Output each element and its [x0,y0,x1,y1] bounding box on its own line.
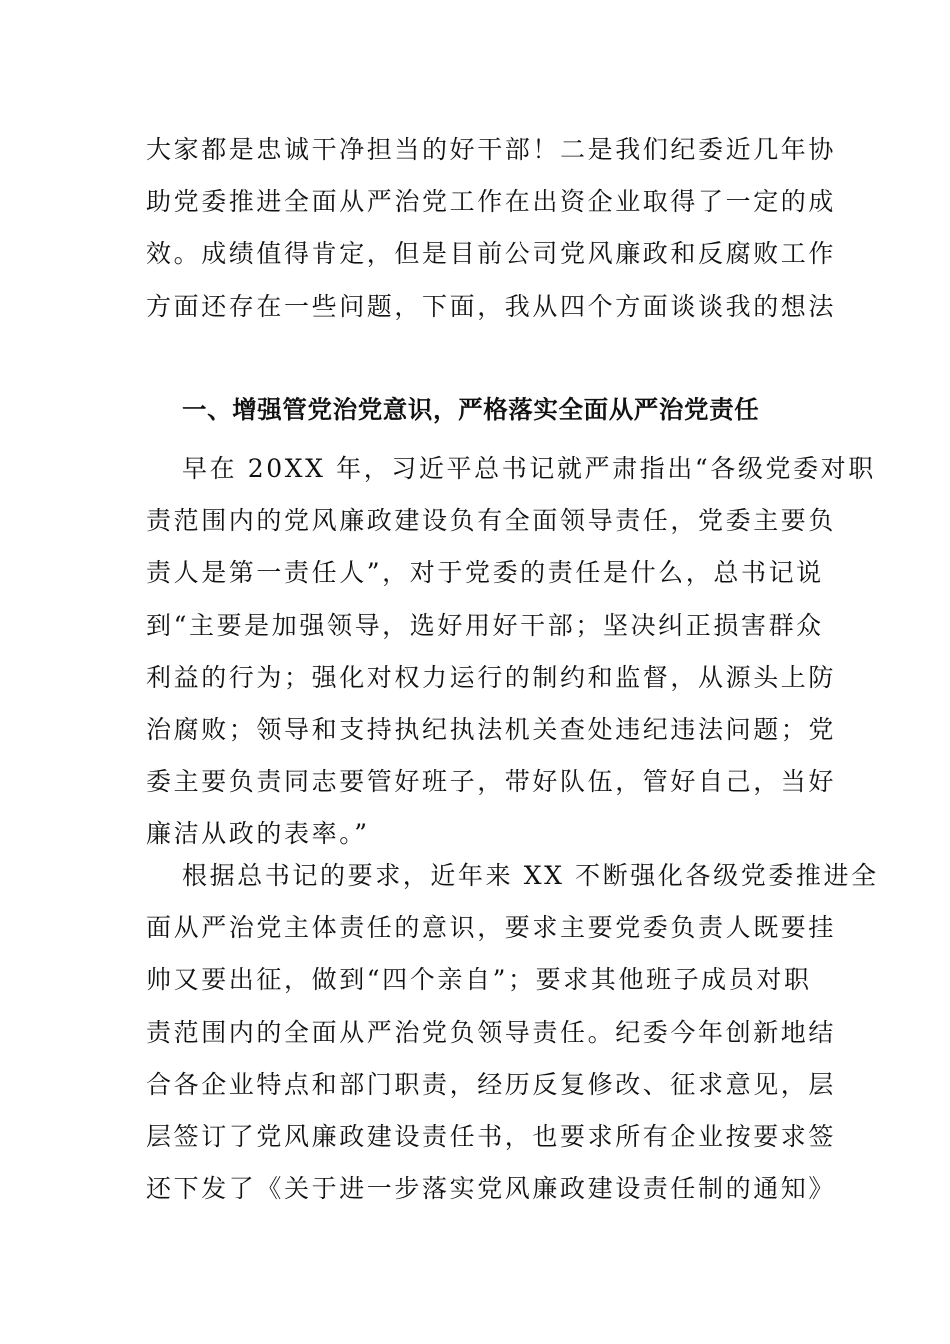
section-heading: 一、增强管党治党意识，严格落实全面从严治党责任 [182,395,760,424]
paragraph-2-line-1: 根据总书记的要求，近年来 XX 不断强化各级党委推进全 [182,861,879,890]
paragraph-1-line-6: 治腐败；领导和支持执纪执法机关查处违纪违法问题；党 [146,714,837,744]
paragraph-2-line-5: 合各企业特点和部门职责，经历反复修改、征求意见，层 [146,1069,837,1099]
paragraph-2-line-3: 帅又要出征，做到“四个亲自”；要求其他班子成员对职 [146,965,812,995]
paragraph-1-line-3: 责人是第一责任人”，对于党委的责任是什么，总书记说 [146,558,824,588]
paragraph-2 [146,850,879,1215]
intro-line-3: 效。成绩值得肯定，但是目前公司党风廉政和反腐败工作 [146,239,837,269]
paragraph-2-line-2: 面从严治党主体责任的意识，要求主要党委负责人既要挂 [146,913,837,943]
paragraph-2-line-4: 责范围内的全面从严治党负领导责任。纪委今年创新地结 [146,1017,837,1047]
paragraph-1-line-7: 委主要负责同志要管好班子，带好队伍，管好自己，当好 [146,767,837,797]
paragraph-1-line-1: 早在 20XX 年，习近平总书记就严肃指出“各级党委对职 [182,454,876,483]
paragraph-2-line-6: 层签订了党风廉政建设责任书，也要求所有企业按要求签 [146,1121,837,1151]
paragraph-1 [146,443,876,861]
intro-paragraph [146,124,837,333]
intro-line-2: 助党委推进全面从严治党工作在出资企业取得了一定的成 [146,187,837,217]
intro-line-4: 方面还存在一些问题，下面，我从四个方面谈谈我的想法 [146,291,837,321]
paragraph-1-line-5: 利益的行为；强化对权力运行的制约和监督，从源头上防 [146,662,837,692]
paragraph-1-line-2: 责范围内的党风廉政建设负有全面领导责任，党委主要负 [146,506,837,536]
paragraph-2-line-7: 还下发了《关于进一步落实党风廉政建设责任制的通知》 [146,1174,837,1204]
paragraph-1-line-4: 到“主要是加强领导，选好用好干部；坚决纠正损害群众 [146,610,824,640]
intro-line-1: 大家都是忠诚干净担当的好干部！二是我们纪委近几年协 [146,135,837,164]
paragraph-1-line-8: 廉洁从政的表率。” [146,819,370,849]
